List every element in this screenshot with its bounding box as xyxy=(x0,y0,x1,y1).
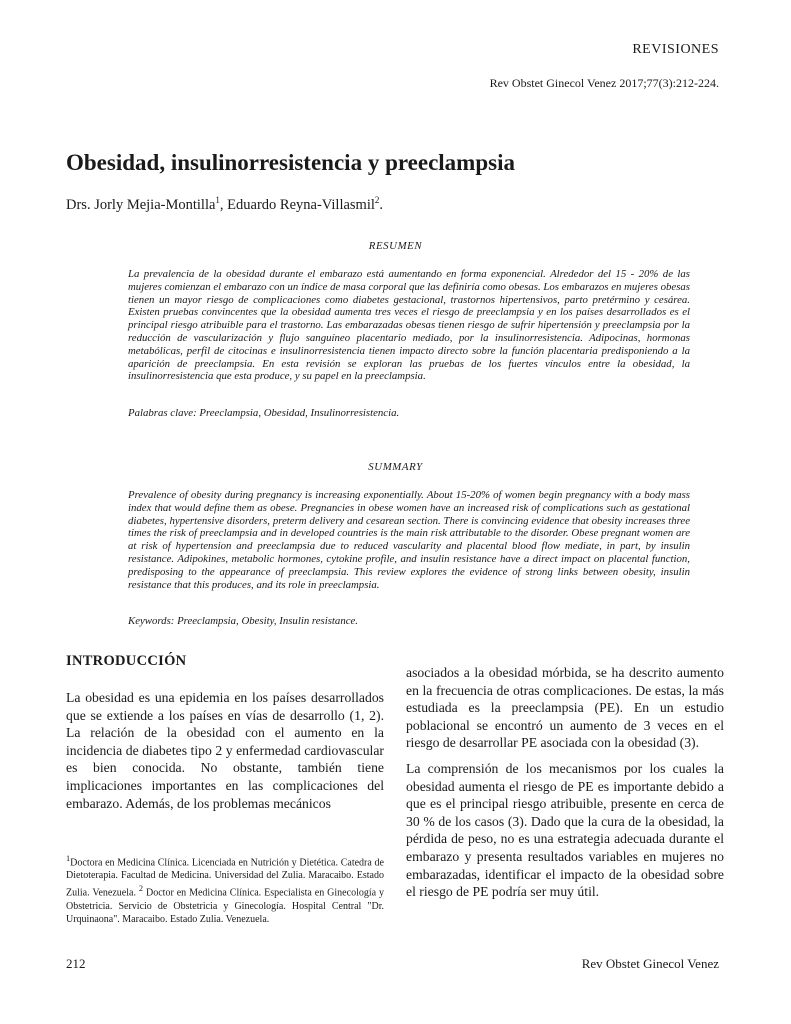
footnote-text-2: Doctor en Medicina Clínica. Especialista en Ginecología y Obstetricia. Servicio de Obstetricia y Ginecología. Hospital Central "Dr. Urquinaona". Maracaibo. Estado Zulia. Venezuela. xyxy=(66,887,384,925)
journal-citation: Rev Obstet Ginecol Venez 2017;77(3):212-224. xyxy=(489,76,719,90)
article-title: Obesidad, insulinorresistencia y preeclampsia xyxy=(66,150,515,175)
author-line-end: . xyxy=(379,196,384,213)
footnote-mark-2: 2 xyxy=(138,884,144,894)
body-paragraph-left-1: La obesidad es una epidemia en los países desarrollados que se extiende a los países en vías de desarrollo (1, 2). La relación de la obesidad con el aumento en la incidencia de diabetes tipo 2 y enfermedad cardiovascular es bien conocida. No obstante, también tiene implicaciones importantes en las complicaciones del embarazo. Además, de los problemas mecánicos xyxy=(66,690,384,811)
summary-text: Prevalence of obesity during pregnancy is increasing exponentially. About 15-20% of women begin pregnancy with a body mass index that would define them as obese. Pregnancies in obese women have an increased risk of complications such as gestational diabetes, hypertensive disorders, preterm delivery and cesarean section. There is convincing evidence that obesity increases three times the risk of preeclampsia and in developed countries is the main risk attributable to the disorder. Obese pregnant women are at risk of hypertension and preeclampsia due to reduced vascularity and placental blood flow mediate, in part, by insulin resistance. Adipokines, metabolic hormones, cytokine profile, and insulin resistance have a direct impact on placental function, predisposing to the appearance of preeclampsia. This review explores the evidence of strong links between obesity, insulin resistance that this produces, and its role in preeclampsia. xyxy=(128,489,690,591)
affiliation-footnote xyxy=(66,852,384,926)
resumen-heading: RESUMEN xyxy=(368,240,423,252)
section-label: REVISIONES xyxy=(632,42,719,57)
summary-heading: SUMMARY xyxy=(368,461,423,473)
body-paragraph-right-2: La comprensión de los mecanismos por los cuales la obesidad aumenta el riesgo de PE es importante debido a que es el principal riesgo atribuible, presente en cerca de 30 % de los casos (3). Dado que la cura de la obesidad, la pérdida de peso, no es una estrategia adecuada durante el embarazo y presenta resultados variables en mujeres no embarazadas, identificar el impacto de la obesidad sobre el riesgo de PE podría ser muy útil. xyxy=(406,761,724,900)
palabras-clave: Palabras clave: Preeclampsia, Obesidad, Insulinorresistencia. xyxy=(128,407,400,419)
author-2-affiliation-mark: 2 xyxy=(374,195,380,205)
introduction-heading: INTRODUCCIÓN xyxy=(66,653,187,669)
body-paragraph-right-1: asociados a la obesidad mórbida, se ha descrito aumento en la frecuencia de otras complicaciones. De estas, la más estudiada es la preeclampsia (PE). En un estudio poblacional se encontró un aumento de 3 veces en el riesgo de desarrollar PE asociada con la obesidad (3). xyxy=(406,665,724,751)
resumen-text: La prevalencia de la obesidad durante el embarazo está aumentando en forma exponencial. Alrededor del 15 - 20% de las mujeres comienzan el embarazo con un índice de masa corporal que las definiría como obesas. Los embarazos en mujeres obesas tienen un mayor riesgo de complicaciones como diabetes gestacional, trastornos hipertensivos, parto pretérmino y cesárea. Existen pruebas convincentes que la obesidad aumenta tres veces el riesgo de preeclampsia y en los países desarrollados es el principal riesgo atribuible para el trastorno. Las embarazadas obesas tienen riesgo de sufrir hipertensión y preeclampsia por la reducción de vascularización y flujo sanguíneo placentario mediado, por la insulinorresistencia. Adipocinas, hormonas metabólicas, perfil de citocinas e insulinorresistencia tienen impacto directo sobre la función placentaria predisponiendo a la aparición de preeclampsia. En esta revisión se exploran las pruebas de los fuertes vínculos entre la obesidad, la insulinorresistencia que esta produce, y su papel en la preeclampsia. xyxy=(128,268,690,383)
author-1-name: Drs. Jorly Mejia-Montilla xyxy=(66,196,216,213)
keywords: Keywords: Preeclampsia, Obesity, Insulin resistance. xyxy=(128,615,358,627)
page-number: 212 xyxy=(66,956,86,971)
footnote-mark-1: 1 xyxy=(66,854,71,863)
author-1-affiliation-mark: 1 xyxy=(215,195,220,205)
author-2-name: , Eduardo Reyna-Villasmil xyxy=(219,196,375,213)
footer-journal-name: Rev Obstet Ginecol Venez xyxy=(581,956,719,971)
footnote-text-1: Doctora en Medicina Clínica. Licenciada en Nutrición y Dietética. Catedra de Dietoterapia. Facultad de Medicina. Universidad del Zulia. Maracaibo. Estado Zulia. Venezuela. xyxy=(66,857,384,899)
author-line xyxy=(66,195,383,214)
